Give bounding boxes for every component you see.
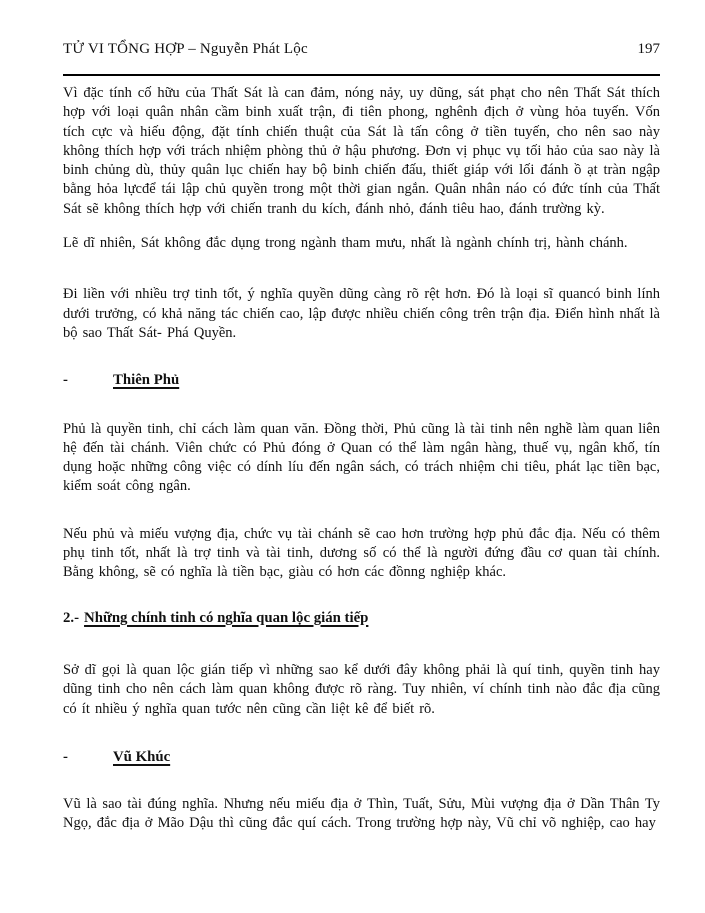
page-body (63, 84, 660, 834)
book-title: TỬ VI TỔNG HỢP – Nguyễn Phát Lộc (63, 41, 308, 57)
paragraph-vu-khuc: Vũ là sao tài đúng nghĩa. Nhưng nếu miếu địa ở Thìn, Tuất, Sửu, Mùi vượng địa ở Dần Thân Ty Ngọ, đắc địa ở Mão Dậu thì cũng đắc quí cách. Trong trường hợp này, Vũ chỉ võ nghiệp, cao hay (63, 796, 660, 832)
heading-vu-khuc (63, 748, 660, 767)
heading-dash: - (63, 372, 68, 389)
section-number: 2.- (63, 609, 80, 626)
heading-thien-phu-label: Thiên Phủ (113, 372, 180, 389)
paragraph-thien-phu-career: Phủ là quyền tinh, chỉ cách làm quan văn. Đồng thời, Phủ cũng là tài tinh nên nghề làm quan liên hệ đến tài chánh. Viên chức có Phủ đóng ở Quan có thể làm ngân hàng, thuế vụ, ngân khố, tín dụng hoặc những công việc có dính líu đến ngân sách, có trách nhiệm chi tiêu, phát lạc tiền bạc, kiểm soát công ngân. (63, 420, 660, 495)
paragraph-thien-phu-finance: Nếu phủ và miếu vượng địa, chức vụ tài chánh sẽ cao hơn trường hợp phủ đắc địa. Nếu có thêm phụ tinh tốt, nhất là trợ tinh và tài tinh, dương số có thể là người đứng đầu cơ quan tài chính. Bằng không, sẽ có nghĩa là tiền bạc, giàu có hơn các đồnng nghiệp khác. (63, 525, 660, 581)
page-number: 197 (637, 41, 660, 57)
heading-section-2-label: Những chính tinh có nghĩa quan lộc gián tiếp (84, 609, 369, 626)
running-header (63, 40, 660, 59)
header-rule (63, 74, 660, 76)
paragraph-that-sat-note: Lẽ dĩ nhiên, Sát không đắc dụng trong ngành tham mưu, nhất là ngành chính trị, hành chánh. (63, 235, 628, 252)
paragraph-indirect-intro: Sở dĩ gọi là quan lộc gián tiếp vì những sao kể dưới đây không phải là quí tinh, quyền tinh hay dũng tinh cho nên cách làm quan không được rõ ràng. Tuy nhiên, ví chính tinh nào đắc địa cũng có ít nhiều ý nghĩa quan tước nên cũng cần liệt kê để biết rõ. (63, 661, 660, 717)
heading-vu-khuc-label: Vũ Khúc (113, 748, 171, 765)
heading-section-2 (63, 609, 660, 628)
paragraph-that-sat-support-stars: Đi liền với nhiều trợ tinh tốt, ý nghĩa quyền dũng càng rõ rệt hơn. Đó là loại sĩ quancó binh lính dưới trưởng, có khả năng tác chiến cao, lập được nhiều chiến công trên trận địa. Điển hình nhất là bộ sao Thất Sát- Phá Quyền. (63, 286, 660, 341)
heading-thien-phu (63, 371, 660, 390)
paragraph-that-sat-traits: Vì đặc tính cố hữu của Thất Sát là can đảm, nóng nảy, uy dũng, sát phạt cho nên Thất Sát thích hợp với loại quân nhân cầm binh xuất trận, đi tiên phong, nghênh địch ở vùng hỏa tuyến. Vốn tích cực và hiếu động, đặt tính chiến thuật của Sát là tấn công ở tiền tuyến, cho nên sao này không thích hợp với trách nhiệm phòng thủ ở hậu phương. Đơn vị phục vụ tối hảo của sao này là binh chủng dù, thủy quân lục chiến hay bộ binh chiến đấu, thiết giáp với lối đánh ồ ạt tràn ngập bằng hỏa lựcđể tái lập chủ quyền trong một thời gian ngắn. Quân nhân náo có đức tính của Thất Sát sẽ không thích hợp với chiến tranh du kích, đánh nhỏ, đánh tiêu hao, đánh trường kỳ. (63, 85, 660, 217)
heading-dash: - (63, 748, 68, 765)
